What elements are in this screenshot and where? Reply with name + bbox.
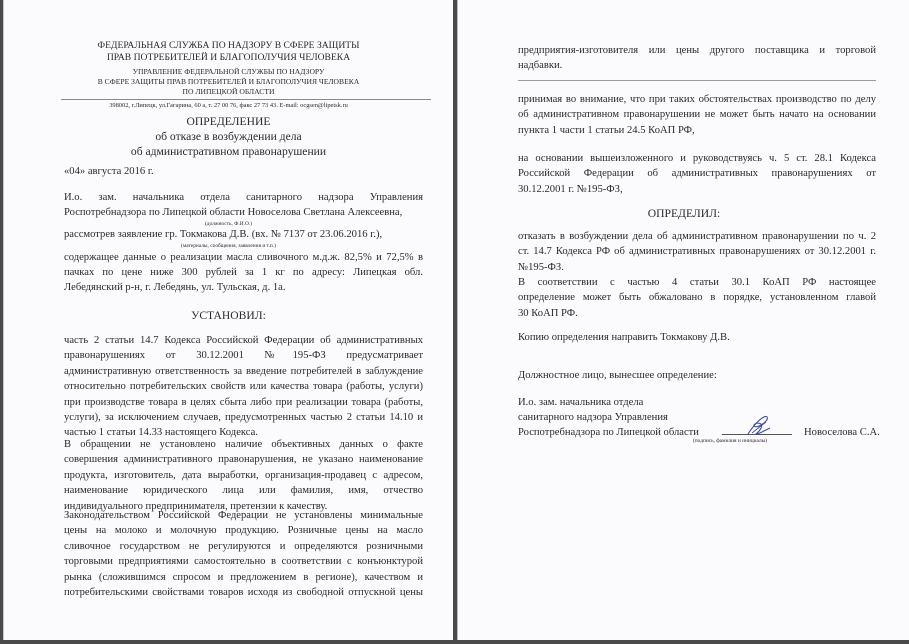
appeal-line: В соответствии с частью 4 статьи 30.1 КоАП РФ настоящее	[518, 277, 876, 288]
basis-line: 30.12.2001 г. №195-ФЗ,	[518, 183, 623, 195]
appeal-line: определение может быть обжаловано в порядке, установленном главой	[518, 292, 876, 304]
intro-line-2: Роспотребнадзора по Липецкой области Новоселова Светлана Алексеевна,	[64, 207, 403, 218]
paragraph-legislation	[64, 508, 423, 600]
dept-line-1: УПРАВЛЕНИЕ ФЕДЕРАЛЬНОЙ СЛУЖБЫ ПО НАДЗОРУ	[132, 67, 325, 76]
para1-line: административную ответственность за введение потребителей в заблуждение	[64, 365, 423, 377]
document-page-left	[3, 0, 453, 640]
considering-line: принимая во внимание, что при таких обстоятельствах производство по делу	[518, 94, 876, 105]
continuation-line: предприятия-изготовителя или цены другого поставщика и торговой	[518, 45, 876, 56]
document-date: «04» августа 2016 г.	[64, 166, 154, 177]
caption-position-name: (должность, Ф.И.О.)	[204, 221, 253, 227]
appeal-line: 30 КоАП РФ.	[518, 307, 578, 319]
decision-line: №195-ФЗ.	[518, 261, 564, 273]
para3-line: Законодательством Российской Федерации не установлены минимальные	[64, 510, 423, 521]
para1-line: правонарушениях от 30.12.2001 №195-ФЗ предусматривает	[64, 350, 423, 362]
para3-line: сливочное государством не регулируются и определяются розничными	[64, 540, 423, 552]
intro-line-4: содержащее данные о реализации масла сливочного м.д.ж. 82,5% и 72,5% в	[64, 252, 423, 263]
signature-caption: (подпись, фамилия и инициалы)	[693, 438, 768, 444]
dept-line-3: ПО ЛИПЕЦКОЙ ОБЛАСТИ	[182, 87, 275, 96]
paragraph-considering	[518, 92, 876, 138]
org-line-2: ПРАВ ПОТРЕБИТЕЛЕЙ И БЛАГОПОЛУЧИЯ ЧЕЛОВЕКА	[106, 52, 351, 63]
document-title	[4, 114, 453, 159]
para1-line: при производстве товара в целях сбыта либо при реализации товара (работы,	[64, 396, 423, 408]
para3-line: торговыми предприятиями самостоятельно в соответствии с конъюнктурой	[64, 556, 423, 568]
basis-line: на основании вышеизложенного и руководствуясь ч. 5 ст. 28.1 Кодекса	[518, 153, 876, 164]
paragraph-decision	[518, 229, 876, 275]
considering-line: об административном правонарушении не может быть начато на основании	[518, 109, 876, 121]
title-line-1: ОПРЕДЕЛЕНИЕ	[186, 115, 271, 128]
para1-line: относительно потребительских свойств или качества товара (работы, услуги)	[64, 381, 423, 393]
intro-line-3: рассмотрев заявление гр. Токмакова Д.В. (вх. № 7137 от 23.06.2016 г.),	[64, 229, 383, 240]
para2-line: наименование юридического лица или фамилия, имя, отчество	[64, 485, 423, 497]
paragraph-continuation	[518, 43, 876, 74]
para1-line: часть 2 статьи 14.7 Кодекса Российской Федерации об административных	[64, 335, 423, 346]
para3-line: потребительскими свойствами товаров исходя из свободной отпускной цены	[64, 587, 423, 599]
intro-line-6: Лебедянский р-н, г. Лебедянь, ул. Тульская, д. 1а.	[64, 282, 286, 293]
title-line-2: об отказе в возбуждении дела	[155, 130, 302, 143]
org-name-header	[4, 40, 453, 64]
considering-line: пункта 1 части 1 статьи 24.5 КоАП РФ,	[518, 124, 695, 136]
decision-line: ст. 14.7 Кодекса РФ об административных правонарушениях от 30.12.2001 г.	[518, 246, 876, 258]
continuation-line: надбавки.	[518, 60, 563, 72]
paragraph-appeal	[518, 275, 876, 321]
org-line-1: ФЕДЕРАЛЬНАЯ СЛУЖБА ПО НАДЗОРУ В СФЕРЕ ЗАЩИТЫ	[97, 40, 360, 51]
para2-line: индивидуального предпринимателя, претензии к качеству.	[64, 500, 328, 512]
intro-line-5: пачках по цене ниже 300 рублей за 1 кг по адресу: Липецкая обл.	[64, 267, 423, 278]
dept-line-2: В СФЕРЕ ЗАЩИТЫ ПРАВ ПОТРЕБИТЕЛЕЙ И БЛАГОПОЛУЧИЯ ЧЕЛОВЕКА	[97, 77, 360, 86]
para3-line: рынка (сложившимся спросом и предложением в регионе), качеством и	[64, 571, 423, 583]
paragraph-article-14-7	[64, 333, 423, 441]
para3-line: цены на молоко и молочную продукцию. Розничные цены на масло	[64, 525, 423, 537]
title-line-3: об административном правонарушении	[130, 145, 327, 158]
section-divider	[518, 80, 876, 81]
dept-name-header	[4, 67, 453, 97]
signatory-line-1: И.о. зам. начальника отдела	[518, 397, 644, 408]
decided-heading: ОПРЕДЕЛИЛ:	[647, 207, 721, 220]
para2-line: совершения административного правонарушения, не указано наименование	[64, 454, 423, 466]
signatory-name: Новоселова С.А.	[804, 427, 880, 438]
intro-line-1: И.о. зам. начальника отдела санитарного надзора Управления	[64, 192, 423, 203]
official-label: Должностное лицо, вынесшее определение:	[518, 370, 717, 381]
paragraph-basis	[518, 151, 876, 197]
handwritten-signature-icon	[744, 414, 774, 438]
copy-instruction: Копию определения направить Токмакову Д.В.	[518, 332, 730, 343]
signatory-line-2: санитарного надзора Управления	[518, 412, 668, 423]
para2-line: В обращении не установлено наличие объективных данных о факте	[64, 439, 423, 450]
org-address: 398002, г.Липецк, ул.Гагарина, 60 а, т. 27 00 76, факс 27 73 43. E-mail: ocgsen@lipetsk.ru	[109, 102, 348, 109]
basis-line: Российской Федерации об административных правонарушениях от	[518, 168, 876, 180]
para1-line: частью 1 статьи 14.33 настоящего Кодекса.	[64, 427, 258, 439]
established-heading: УСТАНОВИЛ:	[191, 309, 266, 322]
signatory-line-3: Роспотребнадзора по Липецкой области	[518, 427, 699, 438]
paragraph-no-evidence	[64, 437, 423, 514]
para1-line: услуги), за исключением случаев, предусмотренных частью 2 статьи 14.10 и	[64, 412, 423, 424]
decision-line: отказать в возбуждении дела об административном правонарушении по ч. 2	[518, 231, 876, 242]
caption-materials: (материалы, сообщения, заявления и т.п.)	[181, 243, 276, 249]
header-divider	[61, 99, 431, 100]
para2-line: продукта, изготовитель, дата выработки, организация-продавец с адресом,	[64, 469, 423, 481]
document-page-right	[457, 0, 909, 640]
